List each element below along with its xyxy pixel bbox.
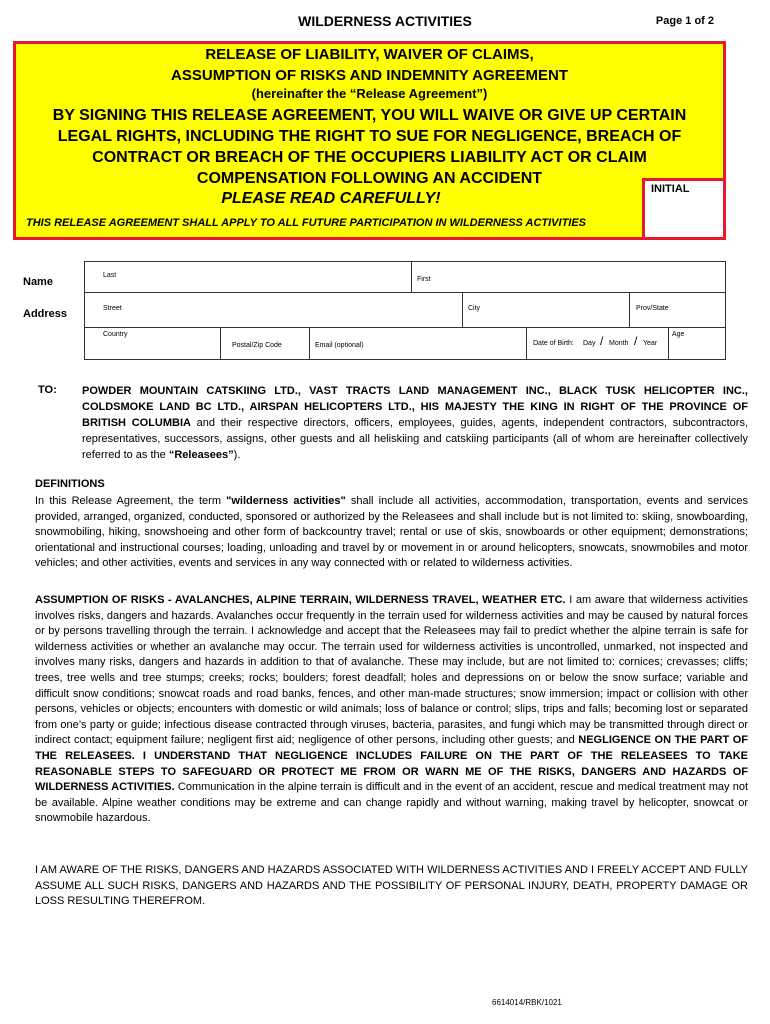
banner-title-line-1: RELEASE OF LIABILITY, WAIVER OF CLAIMS, (205, 46, 534, 63)
first-name-field[interactable] (411, 261, 726, 293)
last-name-field[interactable] (84, 261, 412, 293)
city-field[interactable] (462, 292, 630, 328)
dob-separator: / (600, 334, 604, 348)
dob-month-label: Month (609, 340, 629, 347)
banner-subtitle: (hereinafter the “Release Agreement”) (251, 86, 488, 101)
document-title: WILDERNESS ACTIVITIES (298, 13, 472, 29)
future-participation-notice: THIS RELEASE AGREEMENT SHALL APPLY TO ALL FUTURE PARTICIPATION IN WILDERNESS ACTIVITIES (26, 217, 587, 229)
releasee-companies: POWDER MOUNTAIN CATSKIING LTD., VAST TRACTS LAND MANAGEMENT INC., BLACK TUSK HELICOPTER INC., COLDSMOKE LAND BC LTD., AIRSPAN HELICOPTERS LTD., HIS MAJESTY THE KING IN RIGHT OF THE PROVINCE OF BRITISH COLUMBIA (82, 385, 748, 429)
city-label: City (468, 305, 481, 312)
releasees-end: ). (233, 449, 241, 461)
definitions-heading: DEFINITIONS (35, 478, 105, 490)
last-name-label: Last (103, 272, 117, 279)
initial-label: INITIAL (651, 183, 690, 195)
date-of-birth-field[interactable] (526, 327, 669, 360)
street-field[interactable] (84, 292, 463, 328)
prov-state-label: Prov/State (636, 305, 669, 312)
to-label: TO: (38, 384, 57, 396)
releasees-paragraph (82, 383, 748, 463)
definitions-paragraph: In this Release Agreement, the term "wilderness activities" shall include all activities, accommodation, transportation, events and services provided, arranged, organized, conducted, sponsored or authorized by the Releasees and shall include but is not limited to: skiing, snowboarding, snowmobiling, hiking, snowshoeing and other form of backcountry travel; rental or use of skis, snowboards or other equipment; demonstrations; orientational and instructional courses; loading, unloading and travel by or movement in or around helicopters, snowcats, snowmobiles and motor vehicles; and other activities, events and services in any way connected with or related to wilderness activities. (35, 495, 748, 570)
risk-acceptance-statement: I AM AWARE OF THE RISKS, DANGERS AND HAZARDS ASSOCIATED WITH WILDERNESS ACTIVITIES AND I FREELY ACCEPT AND FULLY ASSUME ALL SUCH RISKS, DANGERS AND HAZARDS AND THE POSSIBILITY OF PERSONAL INJURY, DEATH, PROPERTY DAMAGE OR LOSS RESULTING THEREFROM. (35, 864, 748, 908)
banner-title-line-2: ASSUMPTION OF RISKS AND INDEMNITY AGREEMENT (171, 67, 568, 84)
email-field[interactable] (309, 327, 527, 360)
dob-label: Date of Birth: (533, 340, 574, 347)
releasees-term: “Releasees” (168, 449, 234, 461)
dob-separator: / (634, 334, 638, 348)
wilderness-activities-term: "wilderness activities" (226, 495, 346, 507)
street-label: Street (103, 305, 122, 312)
postal-code-field[interactable] (220, 327, 310, 360)
page-number: Page 1 of 2 (655, 15, 714, 27)
address-label: Address (23, 308, 68, 320)
initial-box[interactable] (642, 178, 723, 237)
please-read-carefully: PLEASE READ CAREFULLY! (221, 190, 441, 207)
participant-form (13, 259, 726, 370)
legal-rights-warning: BY SIGNING THIS RELEASE AGREEMENT, YOU WILL WAIVE OR GIVE UP CERTAIN LEGAL RIGHTS, INCLUDING THE RIGHT TO SUE FOR NEGLIGENCE, BREACH OF CONTRACT OR BREACH OF THE OCCUPIERS LIABILITY ACT OR CLAIM COMPENSATION FOLLOWING AN ACCIDENT (52, 107, 687, 187)
dob-year-label: Year (643, 340, 658, 347)
release-warning-banner (13, 41, 726, 240)
first-name-label: First (417, 276, 431, 283)
releasees-details: and their respective directors, officers, employees, guides, agents, independent contractors, subcontractors, representatives, successors, assigns, other guests and all heliskiing and catskiing participants (all of whom are hereinafter collectively referred to as the (82, 417, 748, 461)
assumption-heading: ASSUMPTION OF RISKS - AVALANCHES, ALPINE TERRAIN, WILDERNESS TRAVEL, WEATHER ETC. (35, 594, 566, 606)
prov-state-field[interactable] (629, 292, 726, 328)
dob-day-label: Day (583, 340, 596, 347)
country-label: Country (103, 331, 128, 338)
name-label: Name (23, 276, 53, 288)
age-label: Age (672, 331, 685, 338)
negligence-statement: NEGLIGENCE ON THE PART OF THE RELEASEES. I UNDERSTAND THAT NEGLIGENCE INCLUDES FAILURE ON THE PART OF THE RELEASEES TO TAKE REASONABLE STEPS TO SAFEGUARD OR PROTECT ME FROM OR WARN ME OF THE RISKS, DANGERS AND HAZARDS OF WILDERNESS ACTIVITIES. (35, 734, 748, 794)
assumption-of-risks-paragraph: ASSUMPTION OF RISKS - AVALANCHES, ALPINE TERRAIN, WILDERNESS TRAVEL, WEATHER ETC. I am aware that wilderness activities involves risks, dangers and hazards. Avalanches occur frequently in the terrain used for wilderness activities and may be caused by natural forces or by persons travelling through the terrain. I acknowledge and accept that the Releasees may fail to predict whether the alpine terrain is safe for wilderness activities or whether an avalanche may occur. The terrain used for wilderness activities is uncontrolled, unmarked, not inspected and involves many risks, dangers and hazards in addition to that of avalanche. These may include, but are not limited to: cornices; crevasses; cliffs; trees, tree wells and tree stumps; creeks; rocks; boulders; forest deadfall; holes and depressions on or below the snow surface; variable and difficult snow conditions; snowcat roads and road banks, fences, and other man-made structures; snow immersion; impact or collision with other persons, vehicles or objects; encounters with domestic or wild animals; loss of balance or control; slips, trips and falls; becoming lost or separated from one’s party or guide; infectious disease contracted through viruses, bacteria, parasites, and fungi which may be transmitted through direct or indirect contact; equipment failure; negligent first aid; negligence of other persons, including other guests; and NEGLIGENCE ON THE PART OF THE RELEASEES. I UNDERSTAND THAT NEGLIGENCE INCLUDES FAILURE ON THE PART OF THE RELEASEES TO TAKE REASONABLE STEPS TO SAFEGUARD OR PROTECT ME FROM OR WARN ME OF THE RISKS, DANGERS AND HAZARDS OF WILDERNESS ACTIVITIES. Communication in the alpine terrain is difficult and in the event of an accident, rescue and medical treatment may not be available. Alpine weather conditions may be extreme and can change rapidly and without warning, making travel by helicopter, snowcat or snowmobile hazardous. (35, 594, 748, 825)
form-code: 6614014/RBK/1021 (492, 998, 562, 1007)
age-field[interactable] (668, 327, 726, 360)
email-label: Email (optional) (315, 342, 364, 349)
postal-code-label: Postal/Zip Code (232, 342, 282, 349)
country-field[interactable] (84, 327, 221, 360)
